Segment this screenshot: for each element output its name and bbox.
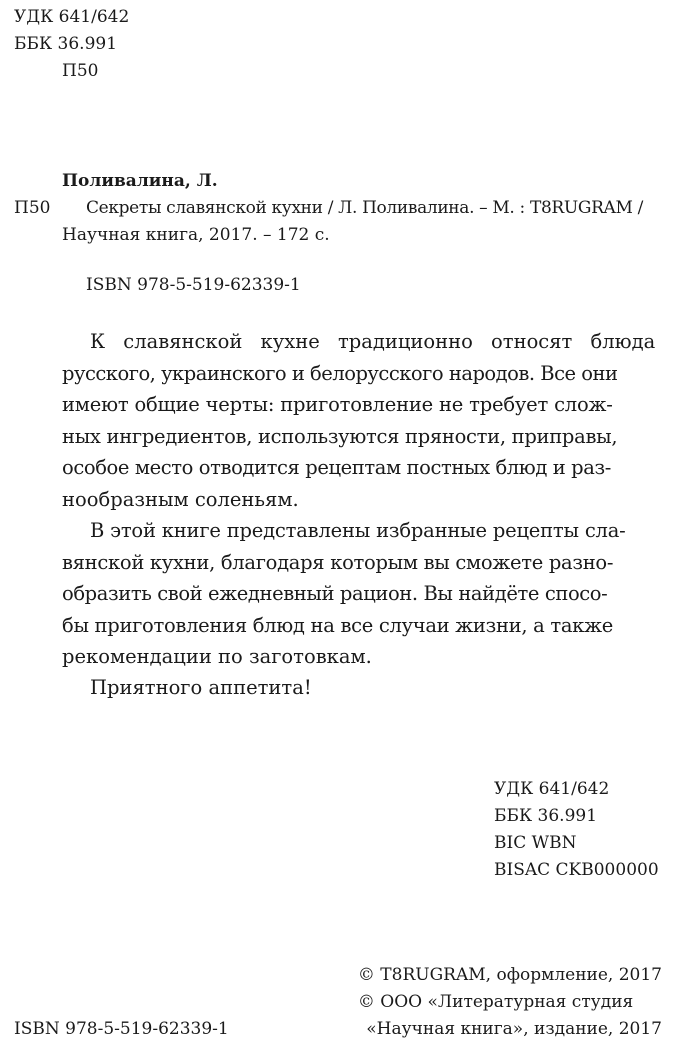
text-line: особое место отводится рецептам постных блюд и раз- — [62, 456, 611, 479]
text-line: В этой книге представлены избранные рецепты сла- — [90, 519, 626, 542]
text-line: нообразным соленьям. — [62, 487, 299, 511]
classification-block — [494, 776, 659, 884]
entry-code: П50 — [14, 198, 51, 218]
text-line: бы приготовления блюд на все случаи жизни, а также — [62, 613, 613, 637]
classification-bic: BIC WBN — [494, 833, 577, 853]
annotation-closing: Приятного аппетита! — [90, 676, 312, 699]
entry-author: Поливалина, Л. — [62, 171, 218, 191]
footer-isbn: ISBN 978-5-519-62339-1 — [14, 1019, 229, 1039]
copyright-line-1: © T8RUGRAM, оформление, 2017 — [357, 965, 662, 985]
header-bbk: ББК 36.991 — [14, 34, 118, 54]
text-line: К славянской кухне традиционно относят блюда — [90, 330, 656, 353]
annotation-paragraph-1 — [62, 326, 662, 515]
entry-isbn: ISBN 978-5-519-62339-1 — [86, 275, 301, 295]
classification-udk: УДК 641/642 — [494, 779, 610, 799]
text-line: образить свой ежедневный рацион. Вы найдёте спосо- — [62, 582, 608, 605]
text-line: ных ингредиентов, используются пряности, приправы, — [62, 424, 618, 448]
classification-bisac: BISAC CKB000000 — [494, 860, 659, 880]
header-code: П50 — [62, 61, 99, 81]
copyright-line-3: «Научная книга», издание, 2017 — [366, 1019, 662, 1039]
text-line: вянской кухни, благодаря которым вы сможете разно- — [62, 550, 614, 574]
text-line: рекомендации по заготовкам. — [62, 645, 372, 668]
text-line: русского, украинского и белорусского народов. Все они — [62, 361, 618, 385]
annotation-paragraph-2 — [62, 515, 662, 673]
header-udk: УДК 641/642 — [14, 7, 130, 27]
entry-description-line2: Научная книга, 2017. – 172 с. — [62, 225, 330, 245]
text-line: имеют общие черты: приготовление не требует слож- — [62, 393, 613, 416]
copyright-line-2: © ООО «Литературная студия — [357, 992, 634, 1012]
classification-bbk: ББК 36.991 — [494, 806, 598, 826]
entry-description-line1: Секреты славянской кухни / Л. Поливалина. – М. : T8RUGRAM / — [86, 198, 643, 218]
copyright-block — [358, 962, 662, 1043]
